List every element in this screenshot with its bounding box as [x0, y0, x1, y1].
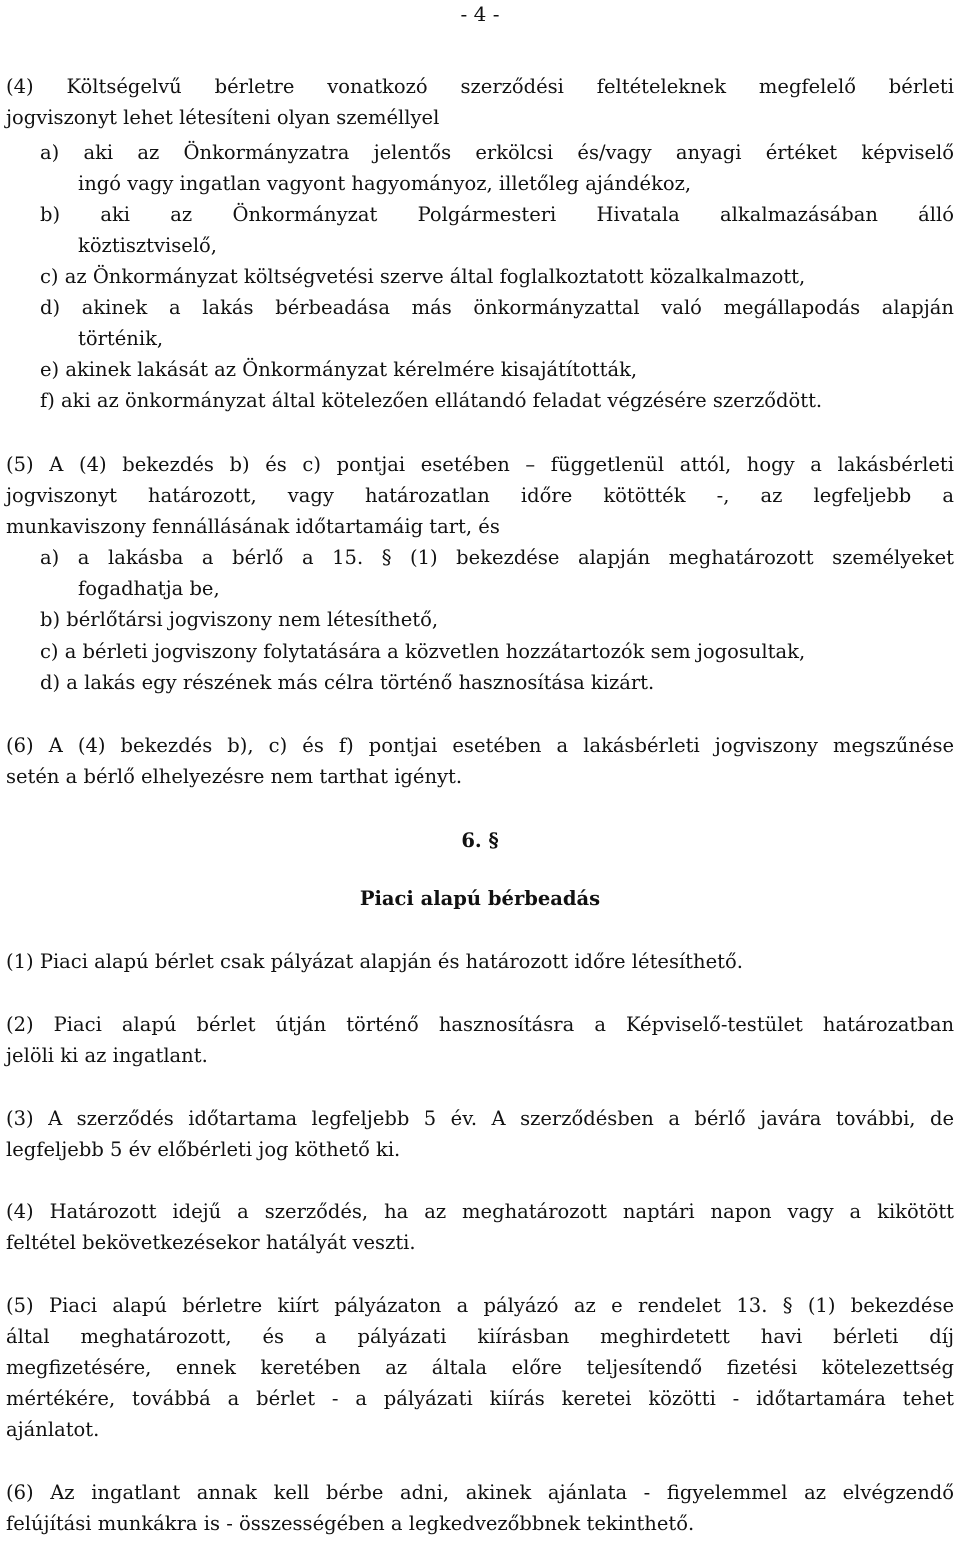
s6-p5-line-2: által meghatározott, és a pályázati kiírásban meghirdetett havi bérleti díj — [6, 1325, 954, 1348]
para4-item-a: a) aki az Önkormányzatra jelentős erkölcsi és/vagy anyagi értéket képviselő — [40, 141, 954, 164]
para4-item-b: b) aki az Önkormányzat Polgármesteri Hivatala alkalmazásában álló — [40, 203, 954, 226]
s6-p6-line-1: (6) Az ingatlant annak kell bérbe adni, akinek ajánlata - figyelemmel az elvégzendő — [6, 1481, 954, 1504]
para5-item-b: b) bérlőtársi jogviszony nem létesíthető, — [40, 608, 439, 631]
section-title: Piaci alapú bérbeadás — [359, 887, 601, 910]
para6-line-2: setén a bérlő elhelyezésre nem tarthat igényt. — [6, 765, 463, 788]
para6-line-1: (6) A (4) bekezdés b), c) és f) pontjai esetében a lakásbérleti jogviszony megszűnése — [6, 734, 954, 757]
page-number: - 4 - — [460, 2, 500, 26]
s6-p4-line-2: feltétel bekövetkezésekor hatályát veszti. — [6, 1231, 416, 1254]
para4-item-d-cont: történik, — [78, 327, 164, 350]
para5-item-a: a) a lakásba a bérlő a 15. § (1) bekezdése alapján meghatározott személyeket — [40, 546, 954, 569]
s6-p5-line-4: mértékére, továbbá a bérlet - a pályázati kiírás keretei közötti - időtartamára tehet — [6, 1387, 954, 1410]
para5-item-d: d) a lakás egy részének más célra történő hasznosítása kizárt. — [40, 671, 655, 694]
para5-line-3: munkaviszony fennállásának időtartamáig tart, és — [6, 515, 500, 538]
para4-item-b-cont: köztisztviselő, — [78, 234, 217, 257]
section-number: 6. § — [461, 829, 499, 852]
s6-p2-line-2: jelöli ki az ingatlant. — [6, 1044, 208, 1067]
para4-line-2: jogviszonyt lehet létesíteni olyan személlyel — [6, 106, 440, 129]
s6-p5-line-5: ajánlatot. — [6, 1418, 100, 1441]
para5-item-a-cont: fogadhatja be, — [78, 577, 220, 600]
s6-p2-line-1: (2) Piaci alapú bérlet útján történő hasznosításra a Képviselő-testület határozatban — [6, 1013, 954, 1036]
s6-p3-line-1: (3) A szerződés időtartama legfeljebb 5 év. A szerződésben a bérlő javára további, de — [6, 1107, 954, 1130]
s6-p4-line-1: (4) Határozott idejű a szerződés, ha az meghatározott naptári napon vagy a kikötött — [6, 1200, 954, 1223]
para4-item-a-cont: ingó vagy ingatlan vagyont hagyományoz, illetőleg ajándékoz, — [78, 172, 692, 195]
para5-item-c: c) a bérleti jogviszony folytatására a közvetlen hozzátartozók sem jogosultak, — [40, 640, 806, 663]
s6-p5-line-3: megfizetésére, ennek keretében az általa előre teljesítendő fizetési kötelezettség — [6, 1356, 954, 1379]
para5-line-1: (5) A (4) bekezdés b) és c) pontjai esetében – függetlenül attól, hogy a lakásbérleti — [6, 453, 954, 476]
para4-item-f: f) aki az önkormányzat által kötelezően ellátandó feladat végzésére szerződött. — [40, 389, 823, 412]
s6-p6-line-2: felújítási munkákra is - összességében a legkedvezőbbnek tekinthető. — [6, 1512, 695, 1535]
para4-line-1: (4) Költségelvű bérletre vonatkozó szerződési feltételeknek megfelelő bérleti — [6, 75, 954, 98]
s6-p3-line-2: legfeljebb 5 év előbérleti jog köthető ki. — [6, 1138, 401, 1161]
s6-p1-line-1: (1) Piaci alapú bérlet csak pályázat alapján és határozott időre létesíthető. — [6, 950, 743, 973]
para5-line-2: jogviszonyt határozott, vagy határozatlan időre kötötték -, az legfeljebb a — [6, 484, 954, 507]
s6-p5-line-1: (5) Piaci alapú bérletre kiírt pályázaton a pályázó az e rendelet 13. § (1) bekezdése — [6, 1294, 954, 1317]
para4-item-c: c) az Önkormányzat költségvetési szerve által foglalkoztatott közalkalmazott, — [40, 265, 806, 288]
para4-item-e: e) akinek lakását az Önkormányzat kérelmére kisajátították, — [40, 358, 638, 381]
para4-item-d: d) akinek a lakás bérbeadása más önkormányzattal való megállapodás alapján — [40, 296, 954, 319]
